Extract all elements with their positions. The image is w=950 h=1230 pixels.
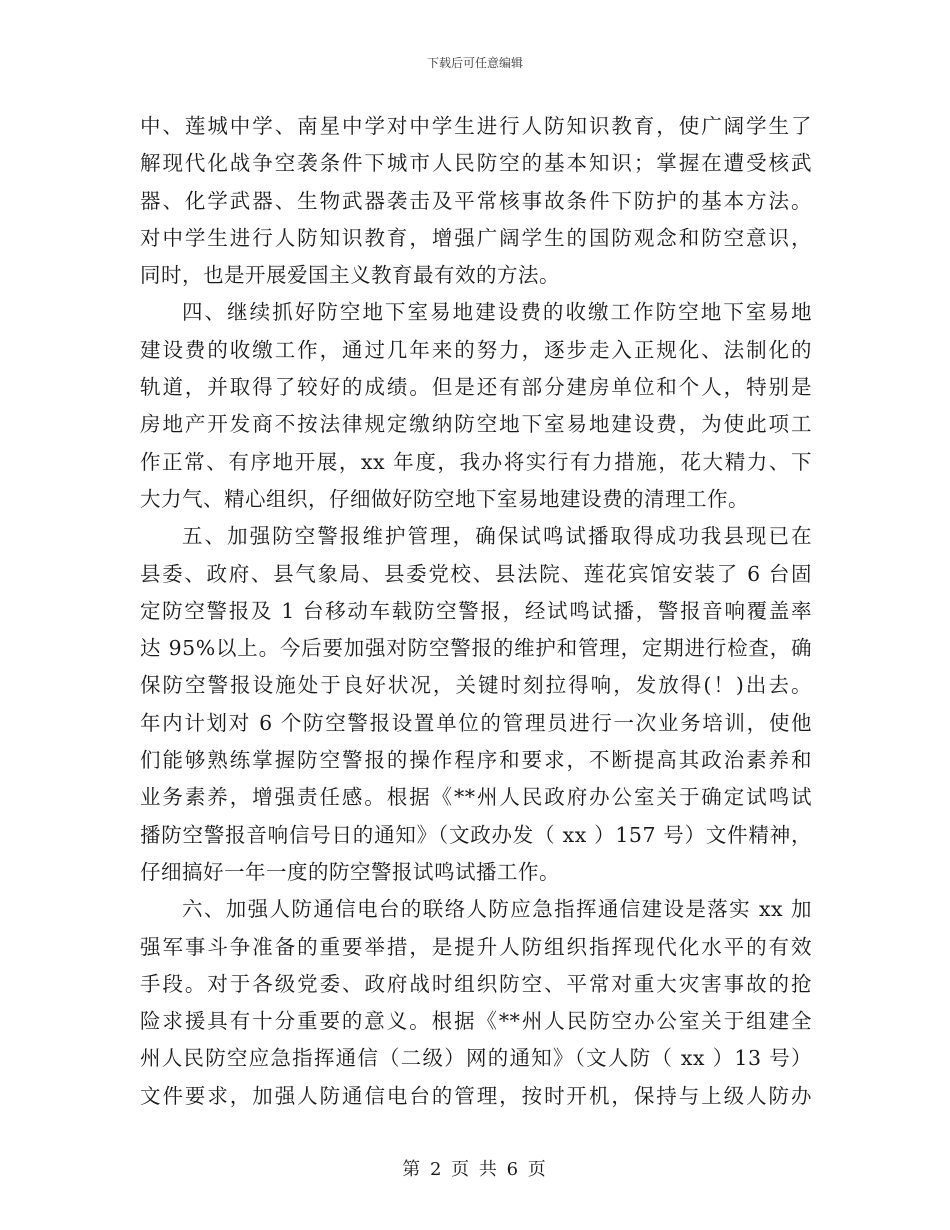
text-line: 五、加强防空警报维护管理，确保试鸣试播取得成功我县现已在: [182, 524, 812, 549]
text-line: 县委、政府、县气象局、县委党校、县法院、莲花宾馆安装了 6 台固: [140, 561, 812, 586]
page-header: 下载后可任意编辑: [426, 56, 523, 70]
text-line: 大力气、精心组织，仔细做好防空地下室易地建设费的清理工作。: [140, 486, 749, 511]
text-line: 文件要求，加强人防通信电台的管理，按时开机，保持与上级人防办: [140, 1083, 812, 1108]
text-line: 房地产开发商不按法律规定缴纳防空地下室易地建设费，为使此项工: [140, 412, 812, 437]
text-line: 业务素养，增强责任感。根据《**州人民政府办公室关于确定试鸣试: [140, 785, 812, 810]
text-line: 解现代化战争空袭条件下城市人民防空的基本知识；掌握在遭受核武: [140, 151, 812, 176]
text-line: 达 95%以上。今后要加强对防空警报的维护和管理，定期进行检查，确: [140, 636, 812, 661]
text-line: 险求援具有十分重要的意义。根据《**州人民防空办公室关于组建全: [140, 1009, 812, 1034]
text-line: 对中学生进行人防知识教育，增强广阔学生的国防观念和防空意识，: [140, 225, 812, 250]
text-line: 中、莲城中学、南星中学对中学生进行人防知识教育，使广阔学生了: [140, 114, 812, 138]
text-line: 同时，也是开展爱国主义教育最有效的方法。: [140, 263, 560, 288]
text-line: 器、化学武器、生物武器袭击及平常核事故条件下防护的基本方法。: [140, 188, 812, 213]
text-line: 建设费的收缴工作，通过几年来的努力，逐步走入正规化、法制化的: [140, 337, 812, 362]
text-line: 手段。对于各级党委、政府战时组织防空、平常对重大灾害事故的抢: [140, 971, 812, 996]
document-body: [140, 108, 812, 1115]
text-line: 年内计划对 6 个防空警报设置单位的管理员进行一次业务培训，使他: [140, 710, 812, 735]
text-line: 保防空警报设施处于良好状况，关键时刻拉得响，发放得(！)出去。: [140, 673, 812, 698]
text-line: 作正常、有序地开展，xx 年度，我办将实行有力措施，花大精力、下: [140, 449, 812, 474]
text-line: 强军事斗争准备的重要举措，是提升人防组织指挥现代化水平的有效: [140, 934, 812, 959]
text-line: 播防空警报音响信号日的通知》（文政办发（ xx ）157 号）文件精神，: [140, 822, 812, 847]
text-line: 仔细搞好一年一度的防空警报试鸣试播工作。: [140, 859, 560, 884]
text-line: 六、加强人防通信电台的联络人防应急指挥通信建设是落实 xx 加: [182, 897, 812, 922]
text-line: 轨道，并取得了较好的成绩。但是还有部分建房单位和个人，特别是: [140, 375, 812, 400]
text-line: 们能够熟练掌握防空警报的操作程序和要求，不断提高其政治素养和: [140, 748, 812, 773]
page-footer: 第 2 页 共 6 页: [402, 1159, 548, 1180]
text-line: 州人民防空应急指挥通信（二级）网的通知》（文人防（ xx ）13 号）: [140, 1046, 812, 1071]
text-line: 四、继续抓好防空地下室易地建设费的收缴工作防空地下室易地: [182, 300, 812, 325]
text-line: 定防空警报及 1 台移动车载防空警报，经试鸣试播，警报音响覆盖率: [140, 598, 812, 623]
